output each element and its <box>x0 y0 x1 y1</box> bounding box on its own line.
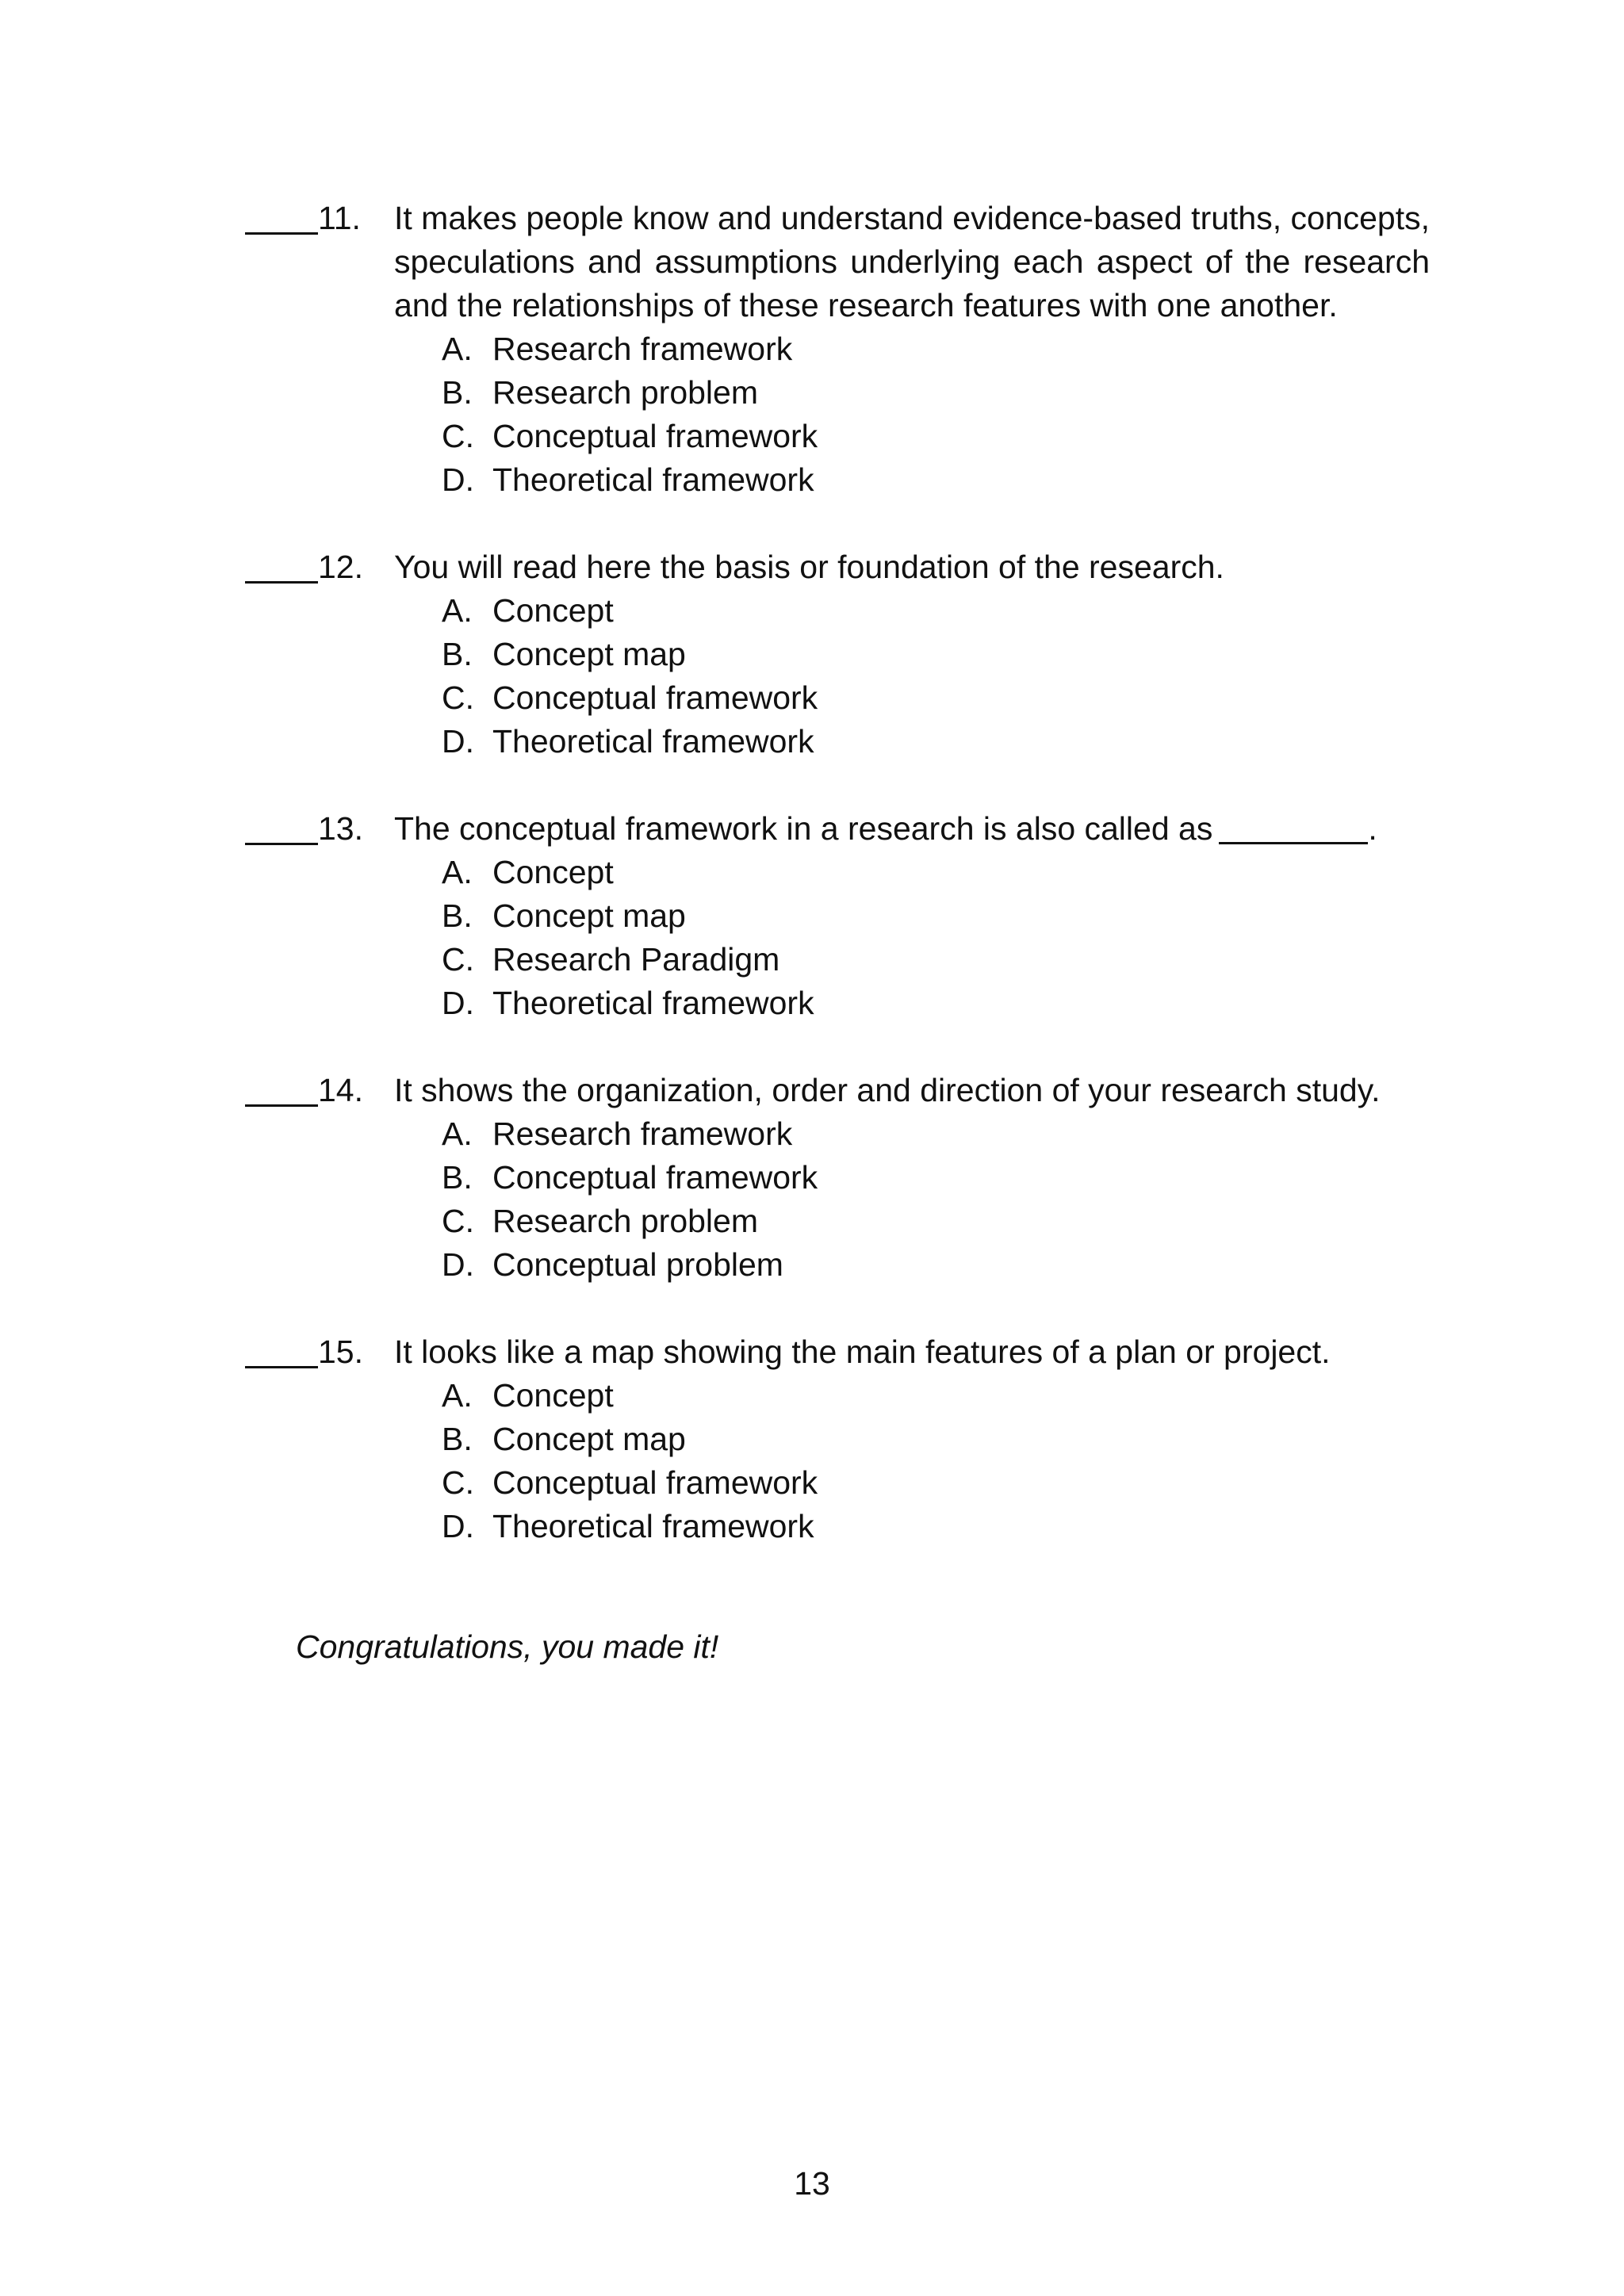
choice-c <box>442 676 818 720</box>
answer-line <box>245 810 318 845</box>
question-stem: It shows the organization, order and direction of your research study. <box>394 1072 1381 1108</box>
question-stem <box>394 807 1430 851</box>
choice-text: Conceptual framework <box>492 418 818 454</box>
question-number: 12. <box>318 549 363 585</box>
choice-c <box>442 1200 818 1243</box>
choice-text: Research Paradigm <box>492 941 780 978</box>
choice-text: Conceptual framework <box>492 1464 818 1501</box>
choice-text: Conceptual framework <box>492 1159 818 1196</box>
fill-in-blank <box>1219 813 1368 844</box>
question-stem-text: The conceptual framework in a research is also called as <box>394 810 1213 847</box>
closing-message: Congratulations, you made it! <box>296 1628 719 1665</box>
choice-text: Conceptual problem <box>492 1246 783 1283</box>
choice-text: Theoretical framework <box>492 985 814 1021</box>
question-stem-end: . <box>1368 810 1377 847</box>
choice-letter: A. <box>442 1377 473 1414</box>
choice-text: Research problem <box>492 1203 758 1239</box>
choice-letter: B. <box>442 1159 473 1196</box>
choice-letter: B. <box>442 374 473 411</box>
choice-d <box>442 1505 818 1548</box>
question-number: 14. <box>318 1072 363 1108</box>
choice-text: Concept map <box>492 897 686 934</box>
choice-a <box>442 327 818 371</box>
choice-text: Theoretical framework <box>492 461 814 498</box>
choice-text: Research problem <box>492 374 758 411</box>
choice-text: Concept <box>492 854 614 890</box>
choice-d <box>442 458 818 502</box>
choice-letter: D. <box>442 985 474 1021</box>
choice-d <box>442 720 818 763</box>
choice-list <box>442 589 818 763</box>
choice-d <box>442 1243 818 1287</box>
answer-line <box>245 549 318 584</box>
choice-text: Concept map <box>492 636 686 672</box>
choice-text: Research framework <box>492 1115 793 1152</box>
answer-line <box>245 1334 318 1368</box>
choice-list <box>442 327 818 502</box>
choice-list <box>442 1112 818 1287</box>
choice-a <box>442 1112 818 1156</box>
choice-letter: C. <box>442 941 474 978</box>
choice-list <box>442 851 814 1025</box>
choice-text: Conceptual framework <box>492 679 818 716</box>
choice-letter: D. <box>442 723 474 760</box>
answer-line <box>245 1072 318 1107</box>
answer-line <box>245 200 318 235</box>
question-number: 15. <box>318 1334 363 1370</box>
choice-text: Concept <box>492 592 614 629</box>
choice-letter: C. <box>442 1464 474 1501</box>
choice-letter: D. <box>442 461 474 498</box>
choice-letter: C. <box>442 679 474 716</box>
choice-c <box>442 938 814 982</box>
choice-b <box>442 894 814 938</box>
choice-b <box>442 633 818 676</box>
choice-text: Theoretical framework <box>492 1508 814 1544</box>
choice-a <box>442 851 814 894</box>
choice-letter: C. <box>442 1203 474 1239</box>
choice-letter: C. <box>442 418 474 454</box>
choice-b <box>442 1156 818 1200</box>
question-number: 11. <box>318 200 361 236</box>
choice-c <box>442 1461 818 1505</box>
question-stem: It makes people know and understand evidence-based truths, concepts, speculations and assumptions underlying each aspect of the research and the relationships of these research features with one another. <box>394 200 1430 323</box>
choice-letter: D. <box>442 1508 474 1544</box>
question-number: 13. <box>318 810 363 847</box>
choice-c <box>442 415 818 458</box>
page-number: 13 <box>794 2165 830 2202</box>
choice-letter: B. <box>442 897 473 934</box>
choice-d <box>442 982 814 1025</box>
choice-letter: A. <box>442 331 473 367</box>
choice-letter: A. <box>442 1115 473 1152</box>
choice-text: Research framework <box>492 331 793 367</box>
choice-b <box>442 371 818 415</box>
choice-text: Theoretical framework <box>492 723 814 760</box>
choice-letter: A. <box>442 854 473 890</box>
choice-letter: B. <box>442 636 473 672</box>
choice-letter: D. <box>442 1246 474 1283</box>
choice-a <box>442 589 818 633</box>
question-stem: You will read here the basis or foundation of the research. <box>394 549 1224 585</box>
choice-letter: A. <box>442 592 473 629</box>
question-stem: It looks like a map showing the main features of a plan or project. <box>394 1334 1331 1370</box>
choice-text: Concept <box>492 1377 614 1414</box>
choice-list <box>442 1374 818 1548</box>
choice-letter: B. <box>442 1421 473 1457</box>
choice-text: Concept map <box>492 1421 686 1457</box>
choice-b <box>442 1418 818 1461</box>
choice-a <box>442 1374 818 1418</box>
